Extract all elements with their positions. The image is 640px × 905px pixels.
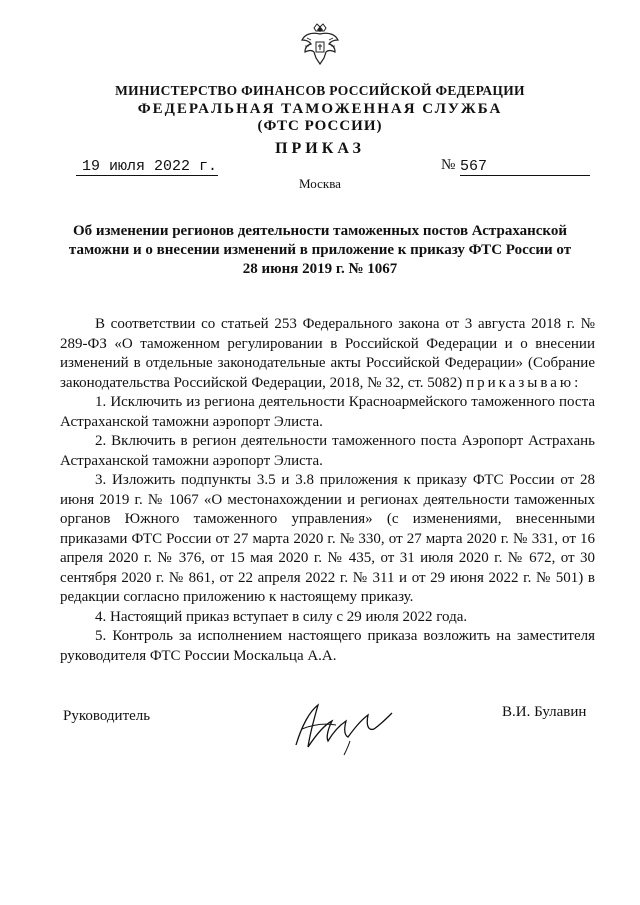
state-emblem-icon: [299, 20, 341, 68]
number-sign: №: [441, 157, 456, 173]
city: Москва: [299, 176, 341, 191]
document-body: [60, 315, 595, 666]
order-number: 567: [460, 158, 590, 176]
signer-name: В.И. Булавин: [502, 704, 587, 720]
clause-5: 5. Контроль за исполнением настоящего приказа возложить на заместителя руководителя ФТС России Москальца А.А.: [60, 628, 595, 664]
clause-4: 4. Настоящий приказ вступает в силу с 29 июля 2022 года.: [95, 608, 468, 625]
clause-3: 3. Изложить подпункты 3.5 и 3.8 приложения к приказу ФТС России от 28 июня 2019 г. № 1067 «О местонахождении и регионах деятельности таможенных органов Южного таможенного управления» (с изменениями, внесенными приказами ФТС России от 27 марта 2020 г. № 330, от 27 марта 2020 г. № 331, от 16 апреля 2020 г. № 376, от 15 мая 2020 г. № 435, от 31 июля 2020 г. № 672, от 30 сентября 2020 г. № 861, от 22 апреля 2022 г. № 311 и от 29 июня 2022 г. № 501) в редакции согласно приложению к настоящему приказу.: [60, 472, 595, 605]
service-name: ФЕДЕРАЛЬНАЯ ТАМОЖЕННАЯ СЛУЖБА: [137, 101, 503, 117]
order-date: 19 июля 2022 г.: [76, 158, 218, 176]
handwritten-signature: [288, 695, 398, 757]
order-verb: приказываю:: [466, 374, 582, 391]
signer-role: Руководитель: [63, 708, 151, 724]
document-title: Об изменении регионов деятельности таможенных постов Астраханской таможни и о внесении изменений в приложение к приказу ФТС России от 28 июня 2019 г. № 1067: [68, 223, 572, 277]
document-type: ПРИКАЗ: [275, 140, 365, 157]
clause-1: 1. Исключить из региона деятельности Красноармейского таможенного поста Астраханской таможни аэропорт Элиста.: [60, 394, 595, 430]
service-short-name: (ФТС РОССИИ): [257, 118, 383, 134]
ministry-name: МИНИСТЕРСТВО ФИНАНСОВ РОССИЙСКОЙ ФЕДЕРАЦИИ: [115, 83, 525, 98]
clause-2: 2. Включить в регион деятельности таможенного поста Аэропорт Астрахань Астраханской таможни аэропорт Элиста.: [60, 433, 595, 469]
intro-text: В соответствии со статьей 253 Федерального закона от 3 августа 2018 г. № 289-ФЗ «О таможенном регулировании в Российской Федерации и о внесении изменений в отдельные законодательные акты Российской Федерации» (Собрание законодательства Российской Федерации, 2018, № 32, ст. 5082): [60, 316, 595, 391]
intro-paragraph: [60, 315, 595, 393]
